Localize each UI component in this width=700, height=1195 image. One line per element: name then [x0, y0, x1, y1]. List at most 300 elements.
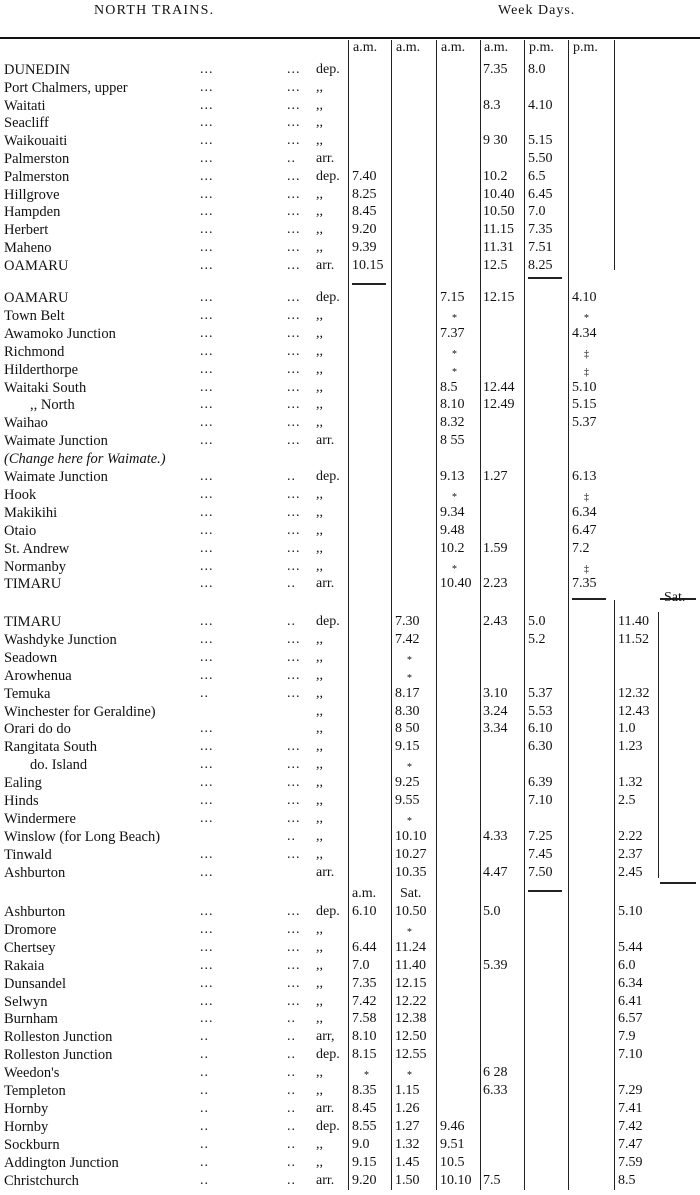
station-name: Rakaia	[4, 957, 45, 974]
station-name: Winchester for Geraldine)	[4, 703, 156, 720]
station-name: Windermere	[4, 810, 76, 827]
time-cell: 4.34	[572, 325, 597, 341]
leader-dots: ..	[287, 1047, 296, 1063]
leader-dots: ...	[287, 397, 301, 413]
leader-dots: ..	[200, 1047, 209, 1063]
time-cell: 9.25	[395, 775, 420, 791]
leader-dots: ...	[200, 864, 214, 880]
station-name: Waimate Junction	[4, 469, 108, 485]
leader-dots: ...	[287, 993, 301, 1009]
time-cell: 5.15	[572, 397, 597, 413]
dep-arr-marker: ,,	[316, 415, 323, 431]
station-name: Palmerston	[4, 168, 70, 185]
time-cell: 6.45	[528, 186, 553, 202]
time-cell: 1.27	[483, 469, 508, 484]
saturday-label: Sat.	[400, 886, 422, 901]
dep-arr-marker: arr.	[316, 1100, 335, 1116]
station-name: Hook	[4, 486, 37, 503]
time-cell: 8.55	[352, 1118, 377, 1134]
column-rule	[568, 40, 569, 1190]
dep-arr-marker: dep.	[316, 469, 340, 484]
leader-dots: ...	[287, 307, 301, 323]
time-cell: 11.15	[483, 222, 514, 238]
stop-marker: *	[452, 366, 457, 378]
column-header: a.m.	[396, 40, 421, 55]
time-cell: 7.0	[352, 957, 370, 973]
time-cell: 5.37	[572, 415, 597, 431]
leader-dots: ...	[200, 343, 214, 359]
time-cell: 8.45	[352, 1100, 377, 1116]
stop-marker: *	[407, 926, 412, 938]
dep-arr-marker: ,,	[316, 222, 323, 238]
time-cell: 5.39	[483, 957, 508, 973]
leader-dots: ..	[200, 1118, 209, 1134]
time-cell: 5.15	[528, 133, 553, 149]
leader-dots: ...	[200, 957, 214, 973]
column-header: p.m.	[529, 40, 554, 55]
time-cell: 5.0	[528, 614, 546, 629]
station-name: TIMARU	[4, 576, 62, 593]
dep-arr-marker: ,,	[316, 631, 323, 647]
leader-dots: ..	[287, 576, 296, 592]
stop-marker: *	[407, 654, 412, 666]
stop-marker: *	[364, 1070, 369, 1082]
leader-dots: ..	[287, 1154, 296, 1170]
dep-arr-marker: ,,	[316, 757, 323, 773]
page-title: NORTH TRAINS.	[94, 3, 215, 18]
leader-dots: ...	[287, 685, 301, 701]
time-cell: 6.33	[483, 1083, 508, 1098]
dep-arr-marker: ,,	[316, 133, 323, 149]
leader-dots: ...	[287, 433, 301, 449]
time-cell: 9.55	[395, 793, 420, 808]
dep-arr-marker: ,,	[316, 810, 323, 826]
time-cell: 5.10	[572, 379, 597, 395]
leader-dots: ...	[200, 79, 214, 95]
time-cell: 8.5	[440, 379, 458, 395]
time-cell: 9.15	[395, 739, 420, 755]
leader-dots: ...	[287, 957, 301, 973]
station-name: Tinwald	[4, 846, 52, 863]
time-cell: 2.37	[618, 846, 643, 862]
leader-dots: ...	[287, 975, 301, 991]
time-cell: 7.35	[352, 975, 377, 991]
dep-arr-marker: ,,	[316, 204, 323, 220]
dep-arr-marker: ,,	[316, 1154, 323, 1170]
leader-dots: ...	[287, 667, 301, 683]
time-cell: 8.15	[352, 1047, 377, 1063]
time-cell: 12.44	[483, 379, 515, 395]
station-name: Richmond	[4, 343, 65, 360]
time-cell: 11.31	[483, 240, 514, 255]
dep-arr-marker: ,,	[316, 1011, 323, 1027]
leader-dots: ..	[287, 1029, 296, 1045]
time-cell: 6 28	[483, 1065, 508, 1081]
time-cell: 1.0	[618, 721, 636, 737]
column-rule	[614, 600, 615, 1190]
time-cell: 6.47	[572, 522, 597, 538]
leader-dots: ...	[200, 469, 214, 484]
leader-dots: ..	[287, 1065, 296, 1081]
dep-arr-marker: ,,	[316, 115, 323, 131]
leader-dots: ...	[287, 793, 301, 808]
time-cell: 8.3	[483, 97, 501, 113]
leader-dots: ...	[200, 151, 214, 166]
station-name: ,, North	[30, 397, 75, 414]
time-cell: 12.32	[618, 685, 650, 701]
am-label: a.m.	[352, 886, 377, 901]
dep-arr-marker: arr.	[316, 864, 335, 880]
time-cell: 2.43	[483, 614, 508, 629]
leader-dots: ...	[287, 921, 301, 937]
time-cell: 6.10	[352, 904, 377, 919]
leader-dots: ...	[200, 522, 214, 538]
leader-dots: ...	[200, 397, 214, 413]
station-name: Hampden	[4, 204, 61, 221]
time-cell: 7.42	[352, 993, 377, 1009]
time-cell: 6.57	[618, 1011, 643, 1027]
leader-dots: ...	[287, 504, 301, 520]
time-cell: 1.15	[395, 1083, 420, 1098]
time-cell: 7.9	[618, 1029, 636, 1045]
leader-dots: ...	[200, 62, 214, 77]
leader-dots: ...	[287, 739, 301, 755]
time-cell: 8.32	[440, 415, 465, 431]
station-name: Washdyke Junction	[4, 631, 117, 648]
time-cell: 7.35	[572, 576, 597, 592]
station-name: Waimate Junction	[4, 433, 108, 450]
section-rule	[528, 277, 562, 279]
time-cell: 5.2	[528, 631, 546, 647]
time-cell: 8 55	[440, 433, 465, 449]
dep-arr-marker: ,,	[316, 379, 323, 395]
station-name: Town Belt	[4, 307, 65, 324]
leader-dots: ...	[200, 631, 214, 647]
time-cell: 9.20	[352, 1172, 377, 1188]
dep-arr-marker: ,,	[316, 846, 323, 862]
dep-arr-marker: ,,	[316, 685, 323, 701]
dep-arr-marker: dep.	[316, 168, 340, 184]
dep-arr-marker: dep.	[316, 1118, 340, 1134]
column-rule	[614, 40, 615, 270]
stop-marker: *	[452, 563, 457, 575]
station-name: Selwyn	[4, 993, 48, 1010]
leader-dots: ...	[287, 846, 301, 862]
leader-dots: ...	[200, 904, 214, 919]
dep-arr-marker: arr.	[316, 1172, 335, 1188]
leader-dots: ...	[200, 649, 214, 665]
leader-dots: ...	[287, 133, 301, 149]
station-name: Winslow (for Long Beach)	[4, 828, 161, 845]
station-name: Maheno	[4, 240, 52, 256]
time-cell: 1.26	[395, 1100, 420, 1116]
time-cell: 9.34	[440, 504, 465, 520]
time-cell: 5.50	[528, 151, 553, 166]
leader-dots: ...	[200, 1011, 214, 1027]
time-cell: 3.24	[483, 703, 508, 719]
time-cell: 3.10	[483, 685, 508, 701]
column-rule	[480, 40, 481, 1190]
stop-marker: *	[407, 1070, 412, 1082]
station-name: Orari do do	[4, 721, 71, 738]
dep-arr-marker: ,,	[316, 397, 323, 413]
time-cell: 11.40	[618, 614, 649, 629]
time-cell: 7.35	[483, 62, 508, 77]
station-name: St. Andrew	[4, 540, 70, 557]
leader-dots: ...	[200, 993, 214, 1009]
time-cell: 9.39	[352, 240, 377, 255]
time-cell: 10.5	[440, 1154, 465, 1170]
time-cell: 12.50	[395, 1029, 427, 1045]
leader-dots: ...	[287, 290, 301, 305]
time-cell: 8.10	[352, 1029, 377, 1045]
station-name: Weedon's	[4, 1065, 60, 1082]
leader-dots: ...	[200, 614, 214, 629]
column-header: a.m.	[353, 40, 378, 55]
station-name: DUNEDIN	[4, 62, 71, 78]
dep-arr-marker: ,,	[316, 957, 323, 973]
station-name: do. Island	[30, 757, 88, 774]
column-header: p.m.	[573, 40, 598, 55]
leader-dots: ...	[287, 757, 301, 773]
leader-dots: ...	[287, 540, 301, 556]
time-cell: 7.0	[528, 204, 546, 220]
station-name: Christchurch	[4, 1172, 79, 1189]
leader-dots: ..	[287, 469, 296, 484]
dep-arr-marker: dep.	[316, 904, 340, 919]
time-cell: 11.24	[395, 939, 426, 955]
time-cell: 7.5	[483, 1172, 501, 1188]
station-name: Seacliff	[4, 115, 49, 132]
leader-dots: ..	[287, 1172, 296, 1188]
leader-dots: ...	[287, 115, 301, 131]
leader-dots: ...	[200, 975, 214, 991]
leader-dots: ..	[200, 1083, 209, 1098]
dep-arr-marker: arr.	[316, 257, 335, 273]
column-rule	[391, 40, 392, 1190]
leader-dots: ...	[200, 739, 214, 755]
leader-dots: ..	[200, 1029, 209, 1045]
column-rule	[658, 612, 659, 878]
station-name: Addington Junction	[4, 1154, 119, 1171]
station-name: Waitati	[4, 97, 46, 114]
dep-arr-marker: ,,	[316, 1136, 323, 1152]
time-cell: 5.0	[483, 904, 501, 919]
leader-dots: ...	[200, 757, 214, 773]
leader-dots: ...	[287, 558, 301, 574]
column-rule	[436, 40, 437, 1190]
leader-dots: ..	[287, 151, 296, 166]
dep-arr-marker: dep.	[316, 1047, 340, 1063]
section-rule	[572, 598, 606, 600]
time-cell: 7.10	[528, 793, 553, 808]
time-cell: 7.42	[395, 631, 420, 647]
station-name: Palmerston	[4, 151, 70, 167]
time-cell: 1.59	[483, 540, 508, 556]
time-cell: 12.55	[395, 1047, 427, 1063]
leader-dots: ...	[200, 504, 214, 520]
time-cell: 6.5	[528, 168, 546, 184]
time-cell: 1.32	[618, 775, 643, 791]
dep-arr-marker: ,,	[316, 1065, 323, 1081]
time-cell: 9.20	[352, 222, 377, 238]
leader-dots: ...	[287, 522, 301, 538]
time-cell: 9.48	[440, 522, 465, 538]
time-cell: 8.35	[352, 1083, 377, 1098]
station-name: Hinds	[4, 793, 39, 809]
dep-arr-marker: ,,	[316, 540, 323, 556]
leader-dots: ...	[200, 325, 214, 341]
leader-dots: ..	[200, 1136, 209, 1152]
time-cell: 10.10	[440, 1172, 472, 1188]
leader-dots: ...	[200, 921, 214, 937]
leader-dots: ...	[287, 486, 301, 502]
column-rule	[348, 40, 349, 1190]
leader-dots: ...	[200, 810, 214, 826]
time-cell: 1.32	[395, 1136, 420, 1152]
dep-arr-marker: ,,	[316, 97, 323, 113]
time-cell: 7.35	[528, 222, 553, 238]
dep-arr-marker: ,,	[316, 828, 323, 844]
time-cell: 4.47	[483, 864, 508, 880]
leader-dots: ...	[287, 97, 301, 113]
station-name: Waitaki South	[4, 379, 87, 396]
time-cell: 8.17	[395, 685, 420, 701]
dep-arr-marker: ,,	[316, 793, 323, 808]
station-name: Makikihi	[4, 504, 58, 521]
time-cell: 10.10	[395, 828, 427, 844]
time-cell: 7.58	[352, 1011, 377, 1027]
station-name: Dromore	[4, 921, 57, 938]
station-name: Templeton	[4, 1083, 66, 1099]
station-name: Rolleston Junction	[4, 1047, 113, 1064]
time-cell: 7.42	[618, 1118, 643, 1134]
stop-marker: *	[452, 348, 457, 360]
leader-dots: ...	[200, 379, 214, 395]
station-name: Rangitata South	[4, 739, 98, 756]
dep-arr-marker: ,,	[316, 921, 323, 937]
dep-arr-marker: ,,	[316, 975, 323, 991]
time-cell: 10.15	[352, 257, 384, 273]
leader-dots: ...	[200, 415, 214, 431]
time-cell: 1.50	[395, 1172, 420, 1188]
leader-dots: ..	[287, 1083, 296, 1098]
change-note: (Change here for Waimate.)	[4, 451, 166, 468]
dep-arr-marker: ,,	[316, 79, 323, 95]
time-cell: 8.25	[528, 257, 553, 273]
dep-arr-marker: arr.	[316, 151, 335, 166]
station-name: OAMARU	[4, 290, 69, 306]
time-cell: 6.13	[572, 469, 597, 484]
leader-dots: ...	[200, 240, 214, 255]
dep-arr-marker: ,,	[316, 186, 323, 202]
time-cell: 10.40	[483, 186, 515, 202]
time-cell: 10.50	[483, 204, 515, 220]
time-cell: 12.15	[395, 975, 427, 991]
time-cell: 1.23	[618, 739, 643, 755]
time-cell: 8.45	[352, 204, 377, 220]
time-cell: 7.15	[440, 290, 465, 305]
dep-arr-marker: ,,	[316, 307, 323, 323]
time-cell: 4.33	[483, 828, 508, 844]
dep-arr-marker: ,,	[316, 993, 323, 1009]
leader-dots: ...	[200, 204, 214, 220]
dep-arr-marker: ,,	[316, 343, 323, 359]
leader-dots: ...	[287, 325, 301, 341]
station-name: Herbert	[4, 222, 49, 239]
leader-dots: ...	[287, 168, 301, 184]
dep-arr-marker: ,,	[316, 240, 323, 255]
station-name: TIMARU	[4, 614, 62, 630]
time-cell: 2.22	[618, 828, 643, 844]
time-cell: 7.37	[440, 325, 465, 341]
stop-marker: *	[452, 312, 457, 324]
leader-dots: ...	[200, 846, 214, 862]
station-name: Burnham	[4, 1011, 58, 1028]
time-cell: 8.0	[528, 62, 546, 77]
time-cell: 12.38	[395, 1011, 427, 1027]
leader-dots: ...	[287, 904, 301, 919]
station-name: Normanby	[4, 558, 67, 575]
dep-arr-marker: ,,	[316, 703, 323, 719]
time-cell: 2.5	[618, 793, 636, 808]
time-cell: 10.35	[395, 864, 427, 880]
time-cell: 7.50	[528, 864, 553, 880]
stop-marker: ‡	[584, 491, 589, 503]
leader-dots: ...	[200, 939, 214, 955]
leader-dots: ...	[287, 775, 301, 791]
station-name: Seadown	[4, 649, 58, 666]
leader-dots: ...	[200, 576, 214, 592]
leader-dots: ..	[287, 614, 296, 629]
station-name: Rolleston Junction	[4, 1029, 113, 1046]
time-cell: 7.29	[618, 1083, 643, 1098]
station-name: Hornby	[4, 1118, 49, 1135]
time-cell: 7.51	[528, 240, 553, 255]
time-cell: 9.51	[440, 1136, 465, 1152]
leader-dots: ...	[287, 62, 301, 77]
leader-dots: ...	[287, 343, 301, 359]
leader-dots: ...	[200, 133, 214, 149]
dep-arr-marker: ,,	[316, 504, 323, 520]
leader-dots: ..	[287, 1118, 296, 1134]
dep-arr-marker: arr.	[316, 576, 335, 592]
time-cell: 5.53	[528, 703, 553, 719]
time-cell: 6.44	[352, 939, 377, 955]
time-cell: 7.25	[528, 828, 553, 844]
time-cell: 7.41	[618, 1100, 643, 1116]
stop-marker: *	[452, 491, 457, 503]
time-cell: 12.43	[618, 703, 650, 719]
column-header: a.m.	[484, 40, 509, 55]
section-rule	[528, 890, 562, 892]
leader-dots: ...	[287, 257, 301, 273]
leader-dots: ..	[200, 1154, 209, 1170]
leader-dots: ...	[200, 793, 214, 808]
station-name: Ealing	[4, 775, 42, 792]
time-cell: 6.39	[528, 775, 553, 791]
time-cell: 8.30	[395, 703, 420, 719]
time-cell: 4.10	[572, 290, 597, 305]
leader-dots: ..	[287, 1100, 296, 1116]
leader-dots: ...	[200, 186, 214, 202]
stop-marker: ‡	[584, 563, 589, 575]
time-cell: 12.49	[483, 397, 515, 413]
station-name: Temuka	[4, 685, 51, 702]
stop-marker: *	[584, 312, 589, 324]
leader-dots: ...	[200, 168, 214, 184]
dep-arr-marker: ,,	[316, 775, 323, 791]
